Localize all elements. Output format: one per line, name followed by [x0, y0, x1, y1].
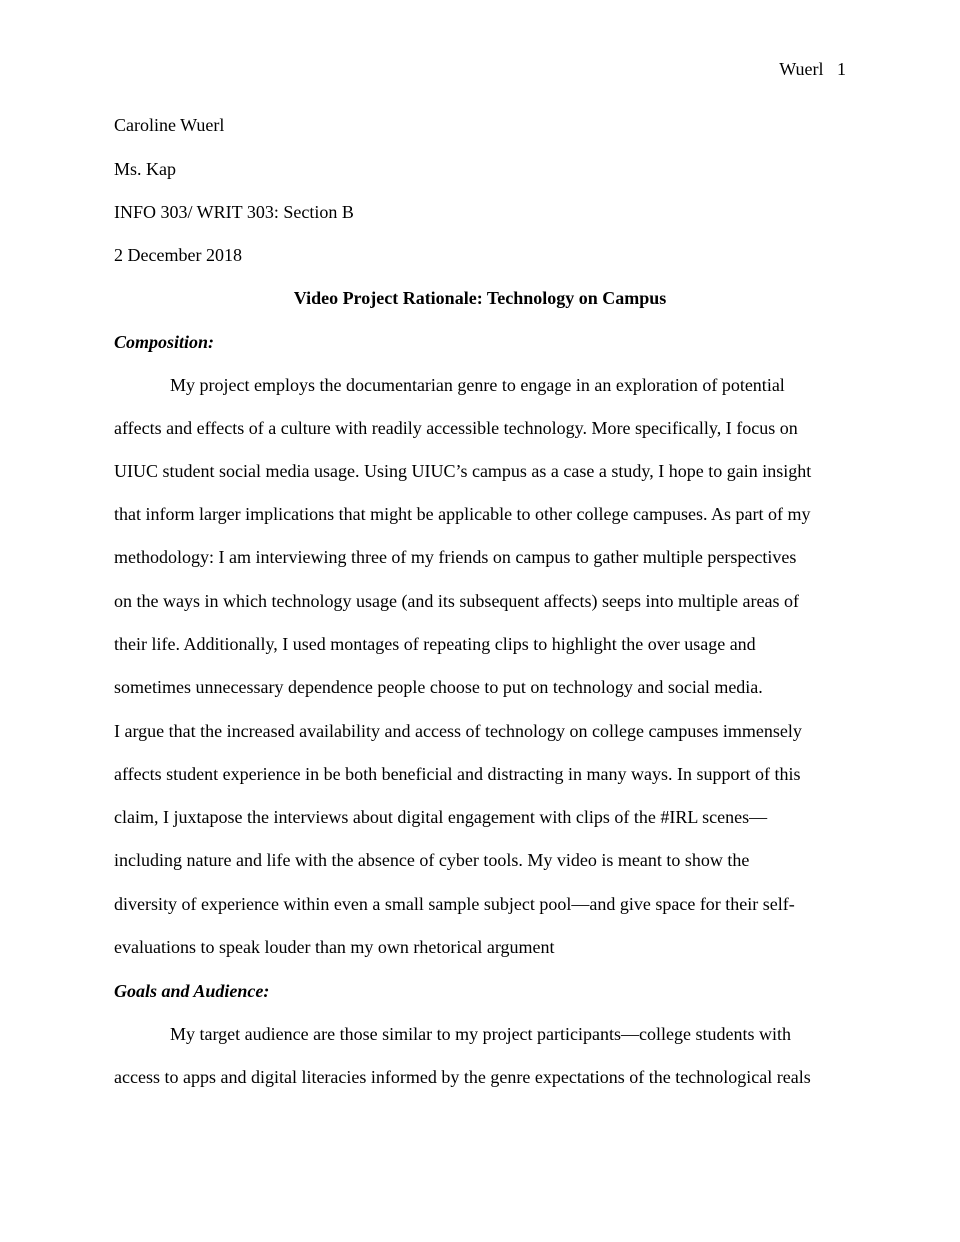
date: 2 December 2018 [114, 245, 242, 265]
paragraph-line: My project employs the documentarian genre to engage in an exploration of potential [170, 375, 785, 395]
paragraph-line: diversity of experience within even a small sample subject pool—and give space for their self- [114, 894, 795, 914]
paragraph-line: access to apps and digital literacies informed by the genre expectations of the technological reals [114, 1067, 811, 1087]
author-name: Caroline Wuerl [114, 115, 225, 135]
running-head: Wuerl 1 [779, 59, 846, 79]
paragraph-line: sometimes unnecessary dependence people choose to put on technology and social media. [114, 677, 763, 697]
paragraph-line: I argue that the increased availability and access of technology on college campuses immensely [114, 721, 802, 741]
paragraph-line: on the ways in which technology usage (and its subsequent affects) seeps into multiple areas of [114, 591, 799, 611]
paragraph-line: affects and effects of a culture with readily accessible technology. More specifically, I focus on [114, 418, 798, 438]
section-heading-composition: Composition: [114, 332, 215, 352]
paragraph-line: affects student experience in be both beneficial and distracting in many ways. In support of this [114, 764, 801, 784]
document-title: Video Project Rationale: Technology on Campus [293, 288, 667, 308]
paragraph-line: that inform larger implications that might be applicable to other college campuses. As part of my [114, 504, 811, 524]
paragraph-line: evaluations to speak louder than my own rhetorical argument [114, 937, 555, 957]
section-heading-goals-audience: Goals and Audience: [114, 981, 270, 1001]
paragraph-line: methodology: I am interviewing three of my friends on campus to gather multiple perspectives [114, 547, 797, 567]
instructor-name: Ms. Kap [114, 159, 176, 179]
paragraph-line: UIUC student social media usage. Using UIUC’s campus as a case a study, I hope to gain insight [114, 461, 812, 481]
paragraph-line: claim, I juxtapose the interviews about digital engagement with clips of the #IRL scenes— [114, 807, 768, 827]
paragraph-line: their life. Additionally, I used montages of repeating clips to highlight the over usage and [114, 634, 756, 654]
paragraph-line: My target audience are those similar to my project participants—college students with [170, 1024, 791, 1044]
paragraph-line: including nature and life with the absence of cyber tools. My video is meant to show the [114, 850, 750, 870]
course-name: INFO 303/ WRIT 303: Section B [114, 202, 354, 222]
